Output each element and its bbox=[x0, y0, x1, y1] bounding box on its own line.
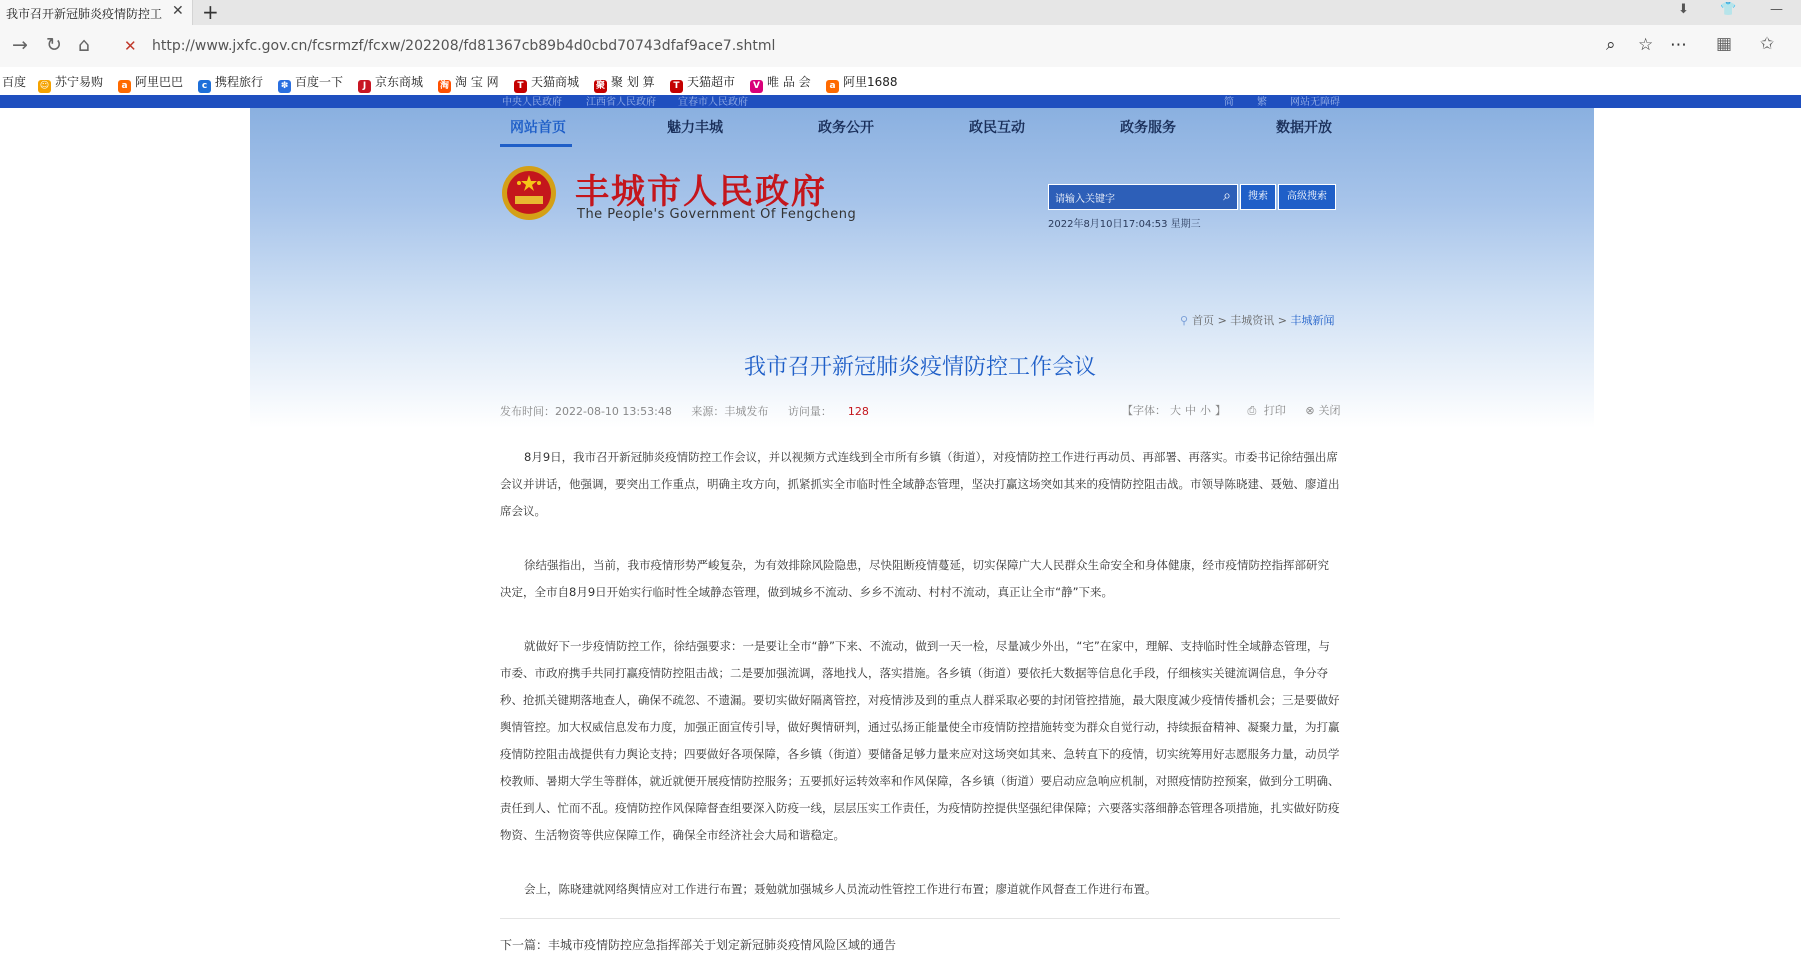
close-circle-icon: ⊗ bbox=[1305, 404, 1315, 417]
address-bar[interactable] bbox=[118, 31, 1688, 61]
search-input[interactable] bbox=[1048, 184, 1238, 210]
ctrip-icon: c bbox=[198, 80, 211, 93]
more-icon[interactable]: ⋯ bbox=[1670, 35, 1687, 55]
site-top-bar bbox=[0, 95, 1801, 108]
suning-icon: ☺ bbox=[39, 81, 50, 91]
nav-item-home[interactable]: 网站首页 bbox=[510, 120, 566, 136]
bookmark-item[interactable]: 百度 bbox=[2, 75, 27, 89]
next-article-title[interactable]: 丰城市疫情防控应急指挥部关于划定新冠肺炎疫情风险区域的通告 bbox=[548, 938, 897, 952]
bookmark-item[interactable]: 淘 淘 宝 网 bbox=[439, 75, 499, 91]
nav-active-underline bbox=[500, 144, 572, 147]
tab-title: 我市召开新冠肺炎疫情防控工 bbox=[6, 7, 163, 21]
favorites-icon[interactable]: ✩ bbox=[1760, 34, 1775, 54]
search-icon[interactable]: ⌕ bbox=[1223, 188, 1231, 204]
topbar-link[interactable]: 江西省人民政府 bbox=[586, 97, 656, 108]
article-tools bbox=[1118, 402, 1341, 418]
next-article-link[interactable] bbox=[500, 936, 896, 953]
site-subtitle: The People's Government Of Fengcheng bbox=[577, 207, 857, 222]
breadcrumb-news[interactable]: 丰城资讯 bbox=[1230, 314, 1275, 327]
article-divider bbox=[500, 918, 1340, 919]
breadcrumb-current[interactable]: 丰城新闻 bbox=[1290, 314, 1335, 327]
font-medium-button[interactable]: 中 bbox=[1185, 404, 1196, 417]
shirt-icon[interactable]: 👕 bbox=[1720, 2, 1737, 17]
minimize-icon[interactable]: — bbox=[1770, 2, 1783, 17]
bookmark-item[interactable]: 聚 聚 划 算 bbox=[595, 75, 655, 91]
close-button[interactable]: ⊗ 关闭 bbox=[1305, 404, 1341, 417]
baidu-paw-icon: ✽ bbox=[278, 80, 291, 93]
main-nav bbox=[500, 108, 1340, 148]
nav-item-gov-open[interactable]: 政务公开 bbox=[818, 120, 874, 136]
vip-icon: V bbox=[750, 80, 763, 93]
breadcrumb-separator: > bbox=[1217, 314, 1227, 327]
view-count: 访问量： 128 bbox=[787, 405, 869, 418]
alibaba-icon: a bbox=[118, 80, 131, 93]
nav-item-interaction[interactable]: 政民互动 bbox=[969, 120, 1025, 136]
bookmark-item[interactable]: T 天猫超市 bbox=[670, 73, 735, 93]
taobao-icon: 淘 bbox=[439, 81, 449, 91]
national-emblem-logo bbox=[500, 163, 558, 223]
nav-item-service[interactable]: 政务服务 bbox=[1120, 120, 1176, 136]
zoom-icon[interactable]: ⌕ bbox=[1606, 35, 1616, 55]
current-datetime: 2022年8月10日17:04:53 星期三 bbox=[1048, 219, 1201, 230]
publish-time: 发布时间：2022-08-10 13:53:48 bbox=[500, 405, 672, 418]
browser-toolbar bbox=[0, 25, 1801, 68]
bookmark-item[interactable]: c 携程旅行 bbox=[198, 73, 263, 93]
browser-tab[interactable] bbox=[0, 0, 193, 25]
location-pin-icon: ⚲ bbox=[1180, 314, 1189, 327]
nav-item-charm[interactable]: 魅力丰城 bbox=[667, 120, 723, 136]
bookmark-item[interactable]: ✽ 百度一下 bbox=[278, 73, 343, 93]
bookmark-item[interactable]: T 天猫商城 bbox=[514, 73, 579, 93]
font-large-button[interactable]: 大 bbox=[1170, 404, 1181, 417]
article-source: 来源：丰城发布 bbox=[691, 405, 769, 418]
bookmark-item[interactable]: a 阿里1688 bbox=[826, 73, 898, 93]
security-warning-icon[interactable]: ✕ bbox=[124, 37, 137, 55]
site-title: 丰城市人民政府 bbox=[575, 172, 827, 212]
bookmark-star-icon[interactable]: ☆ bbox=[1638, 35, 1654, 55]
article-title: 我市召开新冠肺炎疫情防控工作会议 bbox=[743, 355, 1096, 380]
topbar-link[interactable]: 网站无障碍 bbox=[1290, 97, 1340, 108]
article-paragraph: 就做好下一步疫情防控工作，徐结强要求：一是要让全市“静”下来、不流动，做到一天一检，尽量减少外出，“宅”在家中，理解、支持临时性全域静态管理，与市委、市政府携手共同打赢疫情防控阻击战；二是要加强流调，落地找人，落实措施。各乡镇（街道）要依托大数据等信息化手段，仔细核实关键流调信息，争分夺秒、抢抓关键期落地查人，确保不疏忽、不遗漏。要切实做好隔离管控，对疫情涉及到的重点人群采取必要的封闭管控措施，最大限度减少疫情传播机会；三是要做好舆情管控。加大权威信息发布力度，加强正面宣传引导，做好舆情研判，通过弘扬正能量使全市疫情防控措施转变为群众自觉行动，持续振奋精神、凝聚力量，为打赢疫情防控阻击战提供有力舆论支持；四要做好各项保障，各乡镇（街道）要储备足够力量来应对这场突如其来、急转直下的疫情，切实统筹用好志愿服务力量，动员学校教师、暑期大学生等群体，就近就便开展疫情防控服务；五要抓好运转效率和作风保障，各乡镇（街道）要启动应急响应机制，对照疫情防控预案，做到分工明确、责任到人、忙而不乱。疫情防控作风保障督查组要深入防疫一线，层层压实工作责任，为疫情防控提供坚强纪律保障；六要落实落细静态管理各项措施，扎实做好防疫物资、生活物资等供应保障工作，确保全市经济社会大局和谐稳定。 bbox=[500, 639, 1340, 842]
downloads-icon[interactable]: ⬇ bbox=[1678, 2, 1689, 17]
tmall-supermarket-icon: T bbox=[670, 80, 683, 93]
nav-item-open-data[interactable]: 数据开放 bbox=[1276, 120, 1332, 136]
font-size-end: 】 bbox=[1215, 404, 1226, 417]
new-tab-icon[interactable]: + bbox=[202, 0, 219, 24]
search-button[interactable]: 搜索 bbox=[1240, 184, 1276, 210]
browser-tab-bar bbox=[0, 0, 1801, 25]
article-paragraph: 会上，陈晓建就网络舆情应对工作进行布置；聂勉就加强城乡人员流动性管控工作进行布置；廖道就作风督查工作进行布置。 bbox=[524, 882, 1157, 896]
juhuasuan-icon: 聚 bbox=[595, 81, 605, 91]
article-paragraph: 徐结强指出，当前，我市疫情形势严峻复杂，为有效排除风险隐患，尽快阻断疫情蔓延，切实保障广大人民群众生命安全和身体健康，经市疫情防控指挥部研究决定，全市自8月9日开始实行临时性全域静态管理，做到城乡不流动、乡乡不流动、村村不流动，真正让全市“静”下来。 bbox=[500, 558, 1329, 599]
url-text[interactable]: http://www.jxfc.gov.cn/fcsrmzf/fcxw/202208/fd81367cb89b4d0cbd70743dfaf9ace7.shtml bbox=[152, 38, 776, 54]
bookmark-item[interactable]: J 京东商城 bbox=[358, 73, 423, 93]
next-label: 下一篇： bbox=[500, 938, 549, 952]
forward-icon[interactable]: → bbox=[12, 34, 28, 56]
print-button[interactable]: ⎙ 打印 bbox=[1247, 404, 1286, 417]
jd-icon: J bbox=[358, 80, 371, 93]
alibaba-1688-icon: a bbox=[826, 80, 839, 93]
article-body bbox=[500, 444, 1340, 930]
font-size-label: 【字体： bbox=[1122, 404, 1166, 417]
topbar-link[interactable]: 简 bbox=[1224, 97, 1234, 108]
bookmarks-bar bbox=[0, 67, 1801, 96]
topbar-link[interactable]: 中央人民政府 bbox=[502, 97, 562, 108]
advanced-search-button[interactable]: 高级搜索 bbox=[1278, 184, 1336, 210]
tmall-icon: T bbox=[514, 80, 527, 93]
topbar-link[interactable]: 宜春市人民政府 bbox=[678, 97, 748, 108]
breadcrumb-separator: > bbox=[1277, 314, 1287, 327]
breadcrumb bbox=[1180, 312, 1335, 328]
home-icon[interactable]: ⌂ bbox=[78, 34, 91, 56]
bookmark-item[interactable]: a 阿里巴巴 bbox=[118, 73, 183, 93]
article-meta bbox=[500, 403, 901, 419]
bookmark-item[interactable]: ☺ 苏宁易购 bbox=[39, 75, 104, 91]
tab-close-icon[interactable]: ✕ bbox=[172, 3, 184, 19]
search-placeholder: 请输入关键字 bbox=[1055, 194, 1115, 205]
reload-icon[interactable]: ↻ bbox=[46, 34, 62, 56]
breadcrumb-home[interactable]: 首页 bbox=[1192, 314, 1215, 327]
article-paragraph: 8月9日，我市召开新冠肺炎疫情防控工作会议，并以视频方式连线到全市所有乡镇（街道），对疫情防控工作进行再动员、再部署、再落实。市委书记徐结强出席会议并讲话，他强调，要突出工作重点，明确主攻方向，抓紧抓实全市临时性全域静态管理，坚决打赢这场突如其来的疫情防控阻击战。市领导陈晓建、聂勉、廖道出席会议。 bbox=[500, 450, 1340, 518]
apps-grid-icon[interactable]: ▦ bbox=[1716, 34, 1733, 54]
bookmark-item[interactable]: V 唯 品 会 bbox=[750, 73, 811, 93]
print-icon: ⎙ bbox=[1247, 404, 1257, 417]
topbar-link[interactable]: 繁 bbox=[1257, 97, 1267, 108]
font-small-button[interactable]: 小 bbox=[1200, 404, 1211, 417]
